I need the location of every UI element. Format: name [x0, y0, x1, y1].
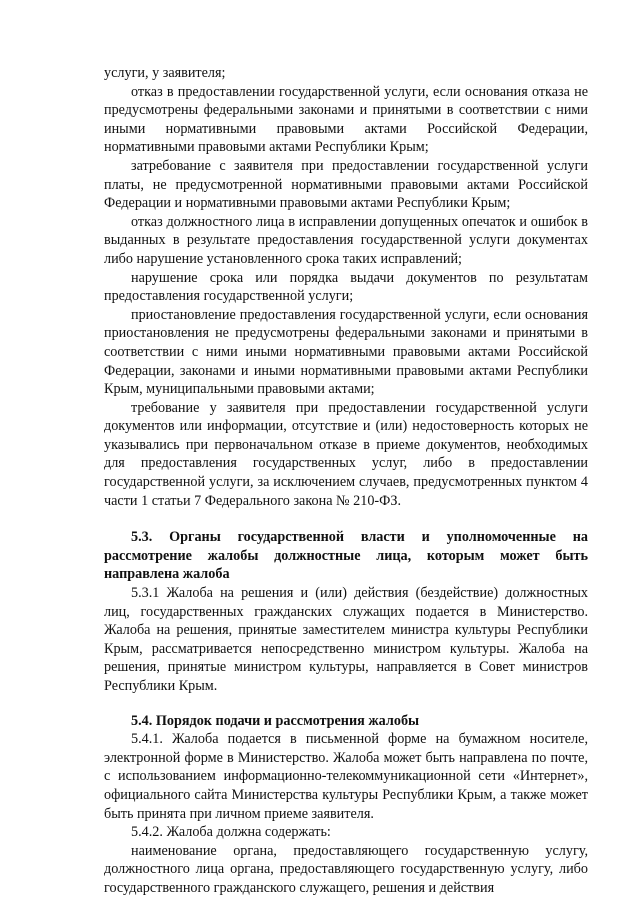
paragraph: 5.3.1 Жалоба на решения и (или) действия (бездействие) должностных лиц, государственных гражданских служащих подается в Министерство. Жалоба на решения, принятые заместителем министра культуры Республики Крым, рассматривается непосредственно министром культуры. Жалоба на решения, принятые министром культуры, направляется в Совет министров Республики Крым.	[104, 585, 588, 694]
paragraph: затребование с заявителя при предоставлении государственной услуги платы, не предусмотренной нормативными правовыми актами Российской Федерации и нормативными правовыми актами Республики Крым;	[104, 157, 588, 212]
section-heading-5-3: 5.3. Органы государственной власти и уполномоченные на рассмотрение жалобы должностные лица, которым может быть направлена жалоба	[104, 529, 588, 583]
paragraph: наименование органа, предоставляющего государственную услугу, должностного лица органа, предоставляющего государственную услугу, либо государственного гражданского служащего, решения и действия	[104, 842, 588, 896]
paragraph: нарушение срока или порядка выдачи документов по результатам предоставления государственной услуги;	[104, 269, 588, 305]
document-page	[104, 64, 588, 898]
paragraph: 5.4.2. Жалоба должна содержать:	[131, 824, 331, 841]
paragraph: требование у заявителя при предоставлении государственной услуги документов или информации, отсутствие и (или) недостоверность которых не указывались при первоначальном отказе в приеме документов, необходимых для предоставления государственных услуг, либо в предоставлении государственной услуги, за исключением случаев, предусмотренных пунктом 4 части 1 статьи 7 Федерального закона № 210-ФЗ.	[104, 399, 588, 509]
paragraph: приостановление предоставления государственной услуги, если основания приостановления не предусмотрены федеральными законами и принятыми в соответствии с ними иными нормативными правовыми актами Российской Федерации, законами и иными нормативными правовыми актами Республики Крым, муниципальными правовыми актами;	[104, 306, 588, 398]
paragraph: отказ в предоставлении государственной услуги, если основания отказа не предусмотрены федеральными законами и принятыми в соответствии с ними иными нормативными правовыми актами Российской Федерации, нормативными правовыми актами Республики Крым;	[104, 83, 588, 156]
paragraph: услуги, у заявителя;	[104, 65, 226, 81]
paragraph: 5.4.1. Жалоба подается в письменной форме на бумажном носителе, электронной форме в Министерство. Жалоба может быть направлена по почте, с использованием информационно-телекоммуникационной сети «Интернет», официального сайта Министерства культуры Республики Крым, а также может быть принята при личном приеме заявителя.	[104, 731, 588, 822]
paragraph: отказ должностного лица в исправлении допущенных опечаток и ошибок в выданных в результате предоставления государственной услуги документах либо нарушение установленного срока таких исправлений;	[104, 213, 588, 267]
section-heading-5-4: 5.4. Порядок подачи и рассмотрения жалобы	[131, 712, 420, 729]
